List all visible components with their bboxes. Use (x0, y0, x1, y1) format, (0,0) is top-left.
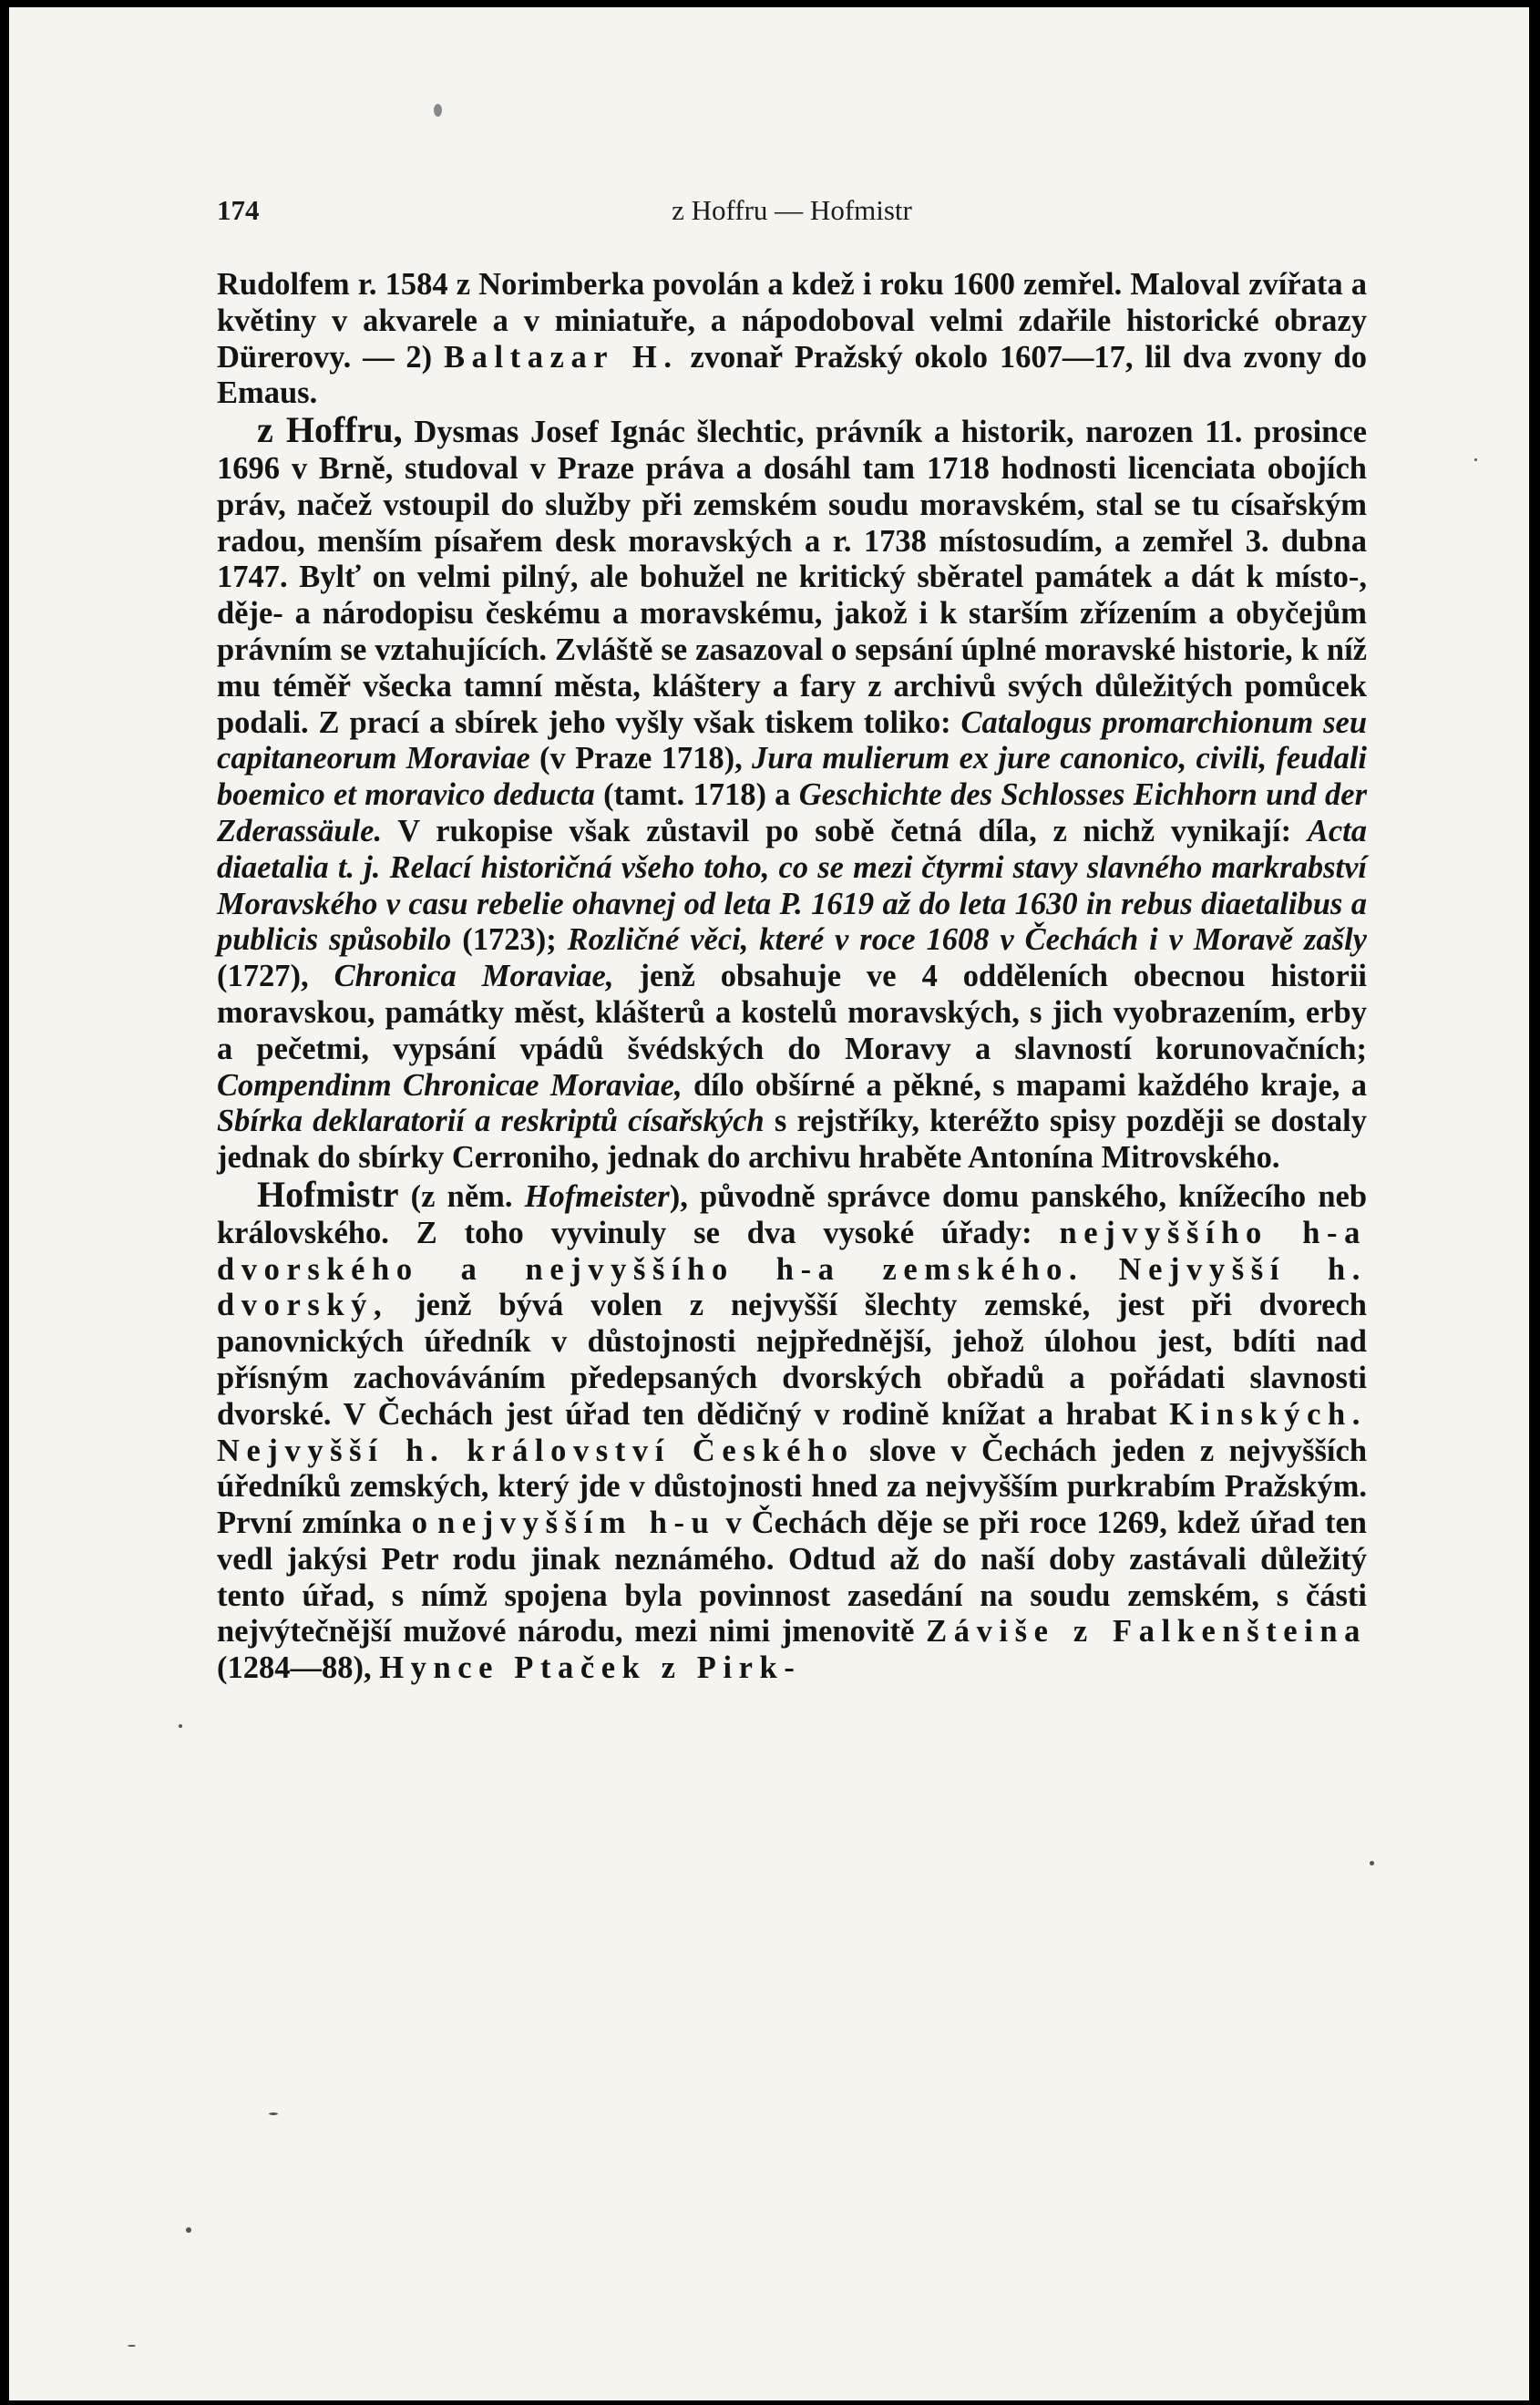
text-run: Compendinm Chronicae Moraviae, (217, 1067, 683, 1103)
paragraph-p2 (217, 409, 1368, 1177)
text-run: Sbírka deklaratorií a reskriptů císařských (217, 1104, 765, 1139)
text-run: nejvyššího h-a dvorského a nejvyššího h-a zemského. (217, 1215, 1367, 1287)
text-run: Rozličné věci, které v roce 1608 v Čechách i v Moravě zašly (567, 922, 1367, 958)
paper-speck (269, 2112, 278, 2115)
text-run: (1284—88), (217, 1650, 380, 1686)
book-page (9, 7, 1529, 2400)
text-run: Acta diaetalia t. j. Relací historičná všeho toho, co se mezi čtyrmi stavy slavného markrabství Moravského v casu rebelie ohavnej od leta P. 1619 až do leta 1630 in rebus diaetalibus a publicis spůsobilo (217, 813, 1367, 958)
text-run: Kinských. (1169, 1396, 1367, 1432)
paragraph-p3 (217, 1173, 1368, 1687)
text-run: Hofmistr (257, 1173, 399, 1215)
text-run: (z něm. (398, 1178, 525, 1214)
text-run: jenž obsahuje ve 4 odděleních obecnou historii moravskou, památky měst, klášterů a kostelů moravských, s jich vyobrazením, erby a pečetmi, vypsání vpádů švédských do Moravy a slavností korunovačních; (217, 959, 1367, 1066)
text-run: V rukopise však zůstavil po sobě četná díla, z nichž vynikají: (382, 813, 1308, 848)
text-run: dílo obšírné a pěkné, s mapami každého kraje, a (682, 1067, 1367, 1103)
text-run: z Hoffru, (257, 409, 403, 451)
text-run: (1723); (451, 922, 568, 958)
paper-speck (186, 2227, 191, 2233)
text-run: zvonař Pražský okolo 1607—17, lil dva zvony do Emaus. (217, 339, 1367, 411)
paper-speck (434, 104, 442, 117)
text-run (1083, 1252, 1118, 1287)
page-number: 174 (217, 194, 260, 226)
text-run: Rudolfem r. 1584 z Norimberka povolán a kdež i roku 1600 zemřel. Maloval zvířata a květiny v akvarele a v miniatuře, a nápodoboval velmi zdařile historické obrazy Dürerovy. — 2) (217, 267, 1367, 375)
text-run: Dysmas Josef Ignác šlechtic, právník a historik, narozen 11. prosince 1696 v Brně, studoval v Praze práva a dosáhl tam 1718 hodnosti licenciata obojích práv, načež vstoupil do služby při zemském soudu moravském, stal se tu císařským radou, menším písařem desk moravských a r. 1738 místosudím, a zemřel 3. dubna 1747. Bylť on velmi pilný, ale bohužel ne kritický sběratel památek a dát k místo-, děje- a národopisu českému a moravskému, jakož i k starším zřízením a obyčejům právním se vztahujících. Zvláště se zasazoval o sepsání úplné moravské historie, k níž mu téměř všecka tamní města, kláštery a fary z archivů svých důležitých pomůcek podali. Z prací a sbírek jeho vyšly však tiskem toliko: (217, 415, 1367, 740)
text-run: Hynce Ptaček z Pirk- (379, 1650, 802, 1686)
text-run: Nejvyšší h. dvorský, (217, 1251, 1367, 1323)
text-run: Hofmeister (524, 1178, 670, 1214)
text-run: jenž bývá volen z nejvyšší šlechty zemské, jest při dvorech panovnických úředník v důstojnosti nejpřednější, jehož úlohou jest, bdíti nad přísným zachováváním předepsaných dvorských obřadů a pořádati slavnosti dvorské. V Čechách jest úřad ten dědičný v rodině knížat a hrabat (217, 1288, 1367, 1432)
text-run: slove v Čechách jeden z nejvyšších úředníků zemských, který jde v důstojnosti hned za nejvyšším purkrabím Pražským. První zmínka o (217, 1433, 1368, 1541)
paper-speck (128, 2345, 136, 2347)
body-text (217, 267, 1367, 1687)
text-run: (1727), (217, 959, 334, 994)
page-header (217, 194, 1367, 240)
text-run: nejvyšším h-u (437, 1506, 716, 1541)
running-head: z Hoffru — Hofmistr (672, 194, 912, 226)
text-run: v Čechách děje se při roce 1269, kdež úřad ten vedl jakýsi Petr rodu jinak neznámého. Odtud až do naší doby zastávali důležitý tento úřad, s nímž spojena byla povinnost zasedání na soudu zemském, s části nejvýtečnější mužové národu, mezi nimi jmenovitě (217, 1506, 1367, 1650)
text-run: ), původně správce domu panského, knížecího neb královského. Z toho vyvinuly se dva vysoké úřady: (217, 1178, 1368, 1250)
text-run: Jura mulierum ex jure canonico, civili, feudali boemico et moravico deducta (217, 741, 1367, 813)
text-run: Záviše z Falkenšteina (926, 1614, 1367, 1650)
text-run: Catalogus promarchionum seu capitaneorum Moraviae (217, 704, 1368, 776)
text-run: (v Praze 1718), (529, 741, 752, 776)
text-run: (tamt. 1718) a (594, 777, 799, 813)
text-run: Nejvyšší h. království Českého (217, 1433, 855, 1468)
text-run: Baltazar H. (444, 339, 679, 375)
text-run: Chronica Moraviae, (334, 959, 614, 994)
paper-speck (179, 1724, 182, 1728)
paper-speck (1370, 1861, 1374, 1865)
text-run: s rejstříky, kteréžto spisy později se dostaly jednak do sbírky Cerroniho, jednak do archivu hraběte Antonína Mitrovského. (217, 1104, 1367, 1176)
text-run: Geschichte des Schlosses Eichhorn und der Zderassäule. (217, 777, 1367, 848)
paper-speck (1474, 458, 1477, 461)
paragraph-p1 (217, 267, 1367, 412)
